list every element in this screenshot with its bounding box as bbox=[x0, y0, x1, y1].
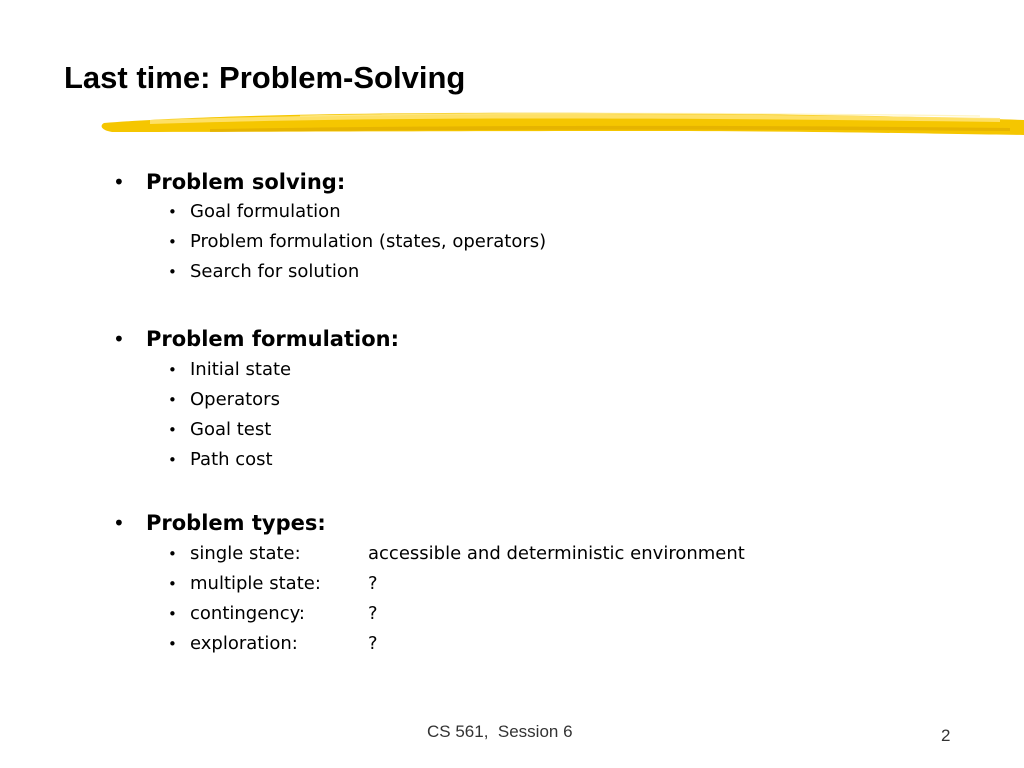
page-number: 2 bbox=[941, 726, 951, 745]
list-item bbox=[0, 257, 1024, 287]
list-item-label: contingency: bbox=[190, 603, 305, 624]
bullet-icon: • bbox=[168, 451, 177, 469]
list-item-label: single state: bbox=[190, 543, 301, 564]
section-header bbox=[0, 324, 1024, 354]
list-item-label: Initial state bbox=[190, 359, 292, 380]
bullet-icon: • bbox=[113, 170, 125, 194]
bullet-icon: • bbox=[168, 545, 177, 563]
list-item bbox=[0, 415, 1024, 445]
list-item-label: Goal formulation bbox=[190, 201, 341, 222]
list-item-label: Goal test bbox=[190, 419, 272, 440]
bullet-icon: • bbox=[168, 361, 177, 379]
section-title: Problem solving: bbox=[146, 170, 346, 194]
list-item-value: ? bbox=[368, 573, 378, 594]
list-item-value: accessible and deterministic environment bbox=[368, 543, 745, 564]
list-item-value: ? bbox=[368, 603, 378, 624]
list-item bbox=[0, 445, 1024, 475]
list-item-label: Operators bbox=[190, 389, 280, 410]
list-item bbox=[0, 569, 1024, 599]
bullet-icon: • bbox=[168, 575, 177, 593]
bullet-icon: • bbox=[168, 605, 177, 623]
bullet-icon: • bbox=[168, 233, 177, 251]
list-item bbox=[0, 599, 1024, 629]
bullet-icon: • bbox=[113, 511, 125, 535]
title-underline-brushstroke bbox=[0, 100, 1024, 148]
section-title: Problem types: bbox=[146, 511, 326, 535]
bullet-icon: • bbox=[168, 391, 177, 409]
list-item bbox=[0, 355, 1024, 385]
list-item-label: Path cost bbox=[190, 449, 273, 470]
slide-title: Last time: Problem-Solving bbox=[64, 60, 466, 95]
bullet-icon: • bbox=[113, 327, 125, 351]
bullet-icon: • bbox=[168, 421, 177, 439]
list-item bbox=[0, 197, 1024, 227]
list-item bbox=[0, 227, 1024, 257]
list-item-label: exploration: bbox=[190, 633, 298, 654]
bullet-icon: • bbox=[168, 203, 177, 221]
section-header bbox=[0, 167, 1024, 197]
list-item-label: Search for solution bbox=[190, 261, 360, 282]
footer-course-label: CS 561, Session 6 bbox=[427, 722, 573, 741]
list-item-label: multiple state: bbox=[190, 573, 321, 594]
list-item-label: Problem formulation (states, operators) bbox=[190, 231, 547, 252]
bullet-icon: • bbox=[168, 635, 177, 653]
list-item bbox=[0, 539, 1024, 569]
section-title: Problem formulation: bbox=[146, 327, 399, 351]
list-item bbox=[0, 385, 1024, 415]
bullet-icon: • bbox=[168, 263, 177, 281]
list-item-value: ? bbox=[368, 633, 378, 654]
section-header bbox=[0, 508, 1024, 538]
list-item bbox=[0, 629, 1024, 659]
